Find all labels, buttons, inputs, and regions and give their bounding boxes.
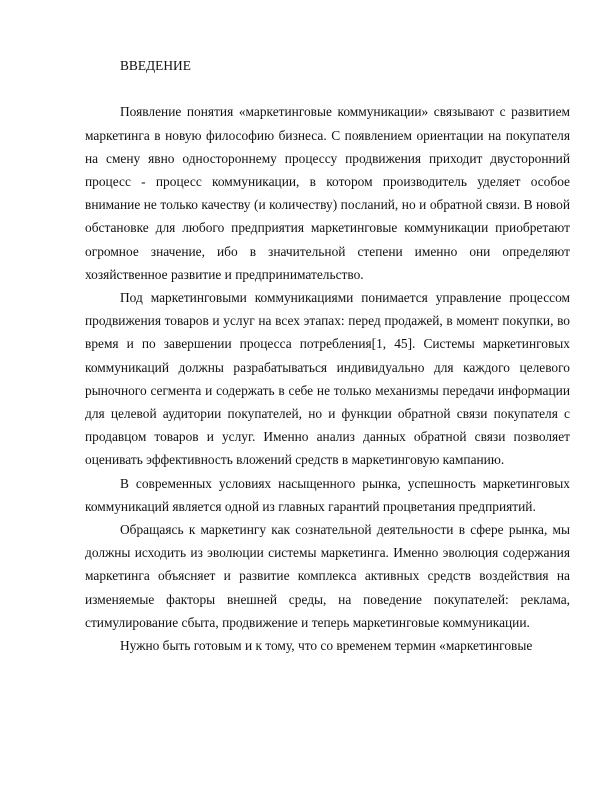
paragraph-1: Появление понятия «маркетинговые коммуникации» связывают с развитием маркетинга в новую философию бизнеса. С появлением ориентации на покупателя на смену явно одностороннему процессу продвижения приходит двусторонний процесс - процесс коммуникации, в котором производитель уделяет особое внимание не только качеству (и количеству) посланий, но и обратной связи. В новой обстановке для любого предприятия маркетинговые коммуникации приобретают огромное значение, ибо в значительной степени именно они определяют хозяйственное развитие и предпринимательство. <box>85 104 570 282</box>
paragraph-4: Обращаясь к маркетингу как сознательной деятельности в сфере рынка, мы должны исходить из эволюции системы маркетинга. Именно эволюция содержания маркетинга объясняет и развитие комплекса активных средств воздействия на изменяемые факторы внешней среды, на поведение покупателей: реклама, стимулирование сбыта, продвижение и теперь маркетинговые коммуникации. <box>85 522 570 630</box>
paragraph-5: Нужно быть готовым и к тому, что со временем термин «маркетинговые <box>120 638 533 654</box>
paragraph-3: В современных условиях насыщенного рынка, успешность маркетинговых коммуникаций является одной из главных гарантий процветания предприятий. <box>85 475 570 514</box>
paragraph-2: Под маркетинговыми коммуникациями понимается управление процессом продвижения товаров и услуг на всех этапах: перед продажей, в момент покупки, во время и по завершении процесса потребления[1, 45]. Системы маркетинговых коммуникаций должны разрабатываться индивидуально для каждого целевого рыночного сегмента и содержать в себе не только механизмы передачи информации для целевой аудитории покупателей, но и функции обратной связи покупателя с продавцом товаров и услуг. Именно анализ данных обратной связи позволяет оценивать эффективность вложений средств в маркетинговую кампанию. <box>85 290 570 468</box>
heading-spacer <box>85 77 570 100</box>
page-content <box>85 54 570 657</box>
page-title: ВВЕДЕНИЕ <box>120 58 191 73</box>
